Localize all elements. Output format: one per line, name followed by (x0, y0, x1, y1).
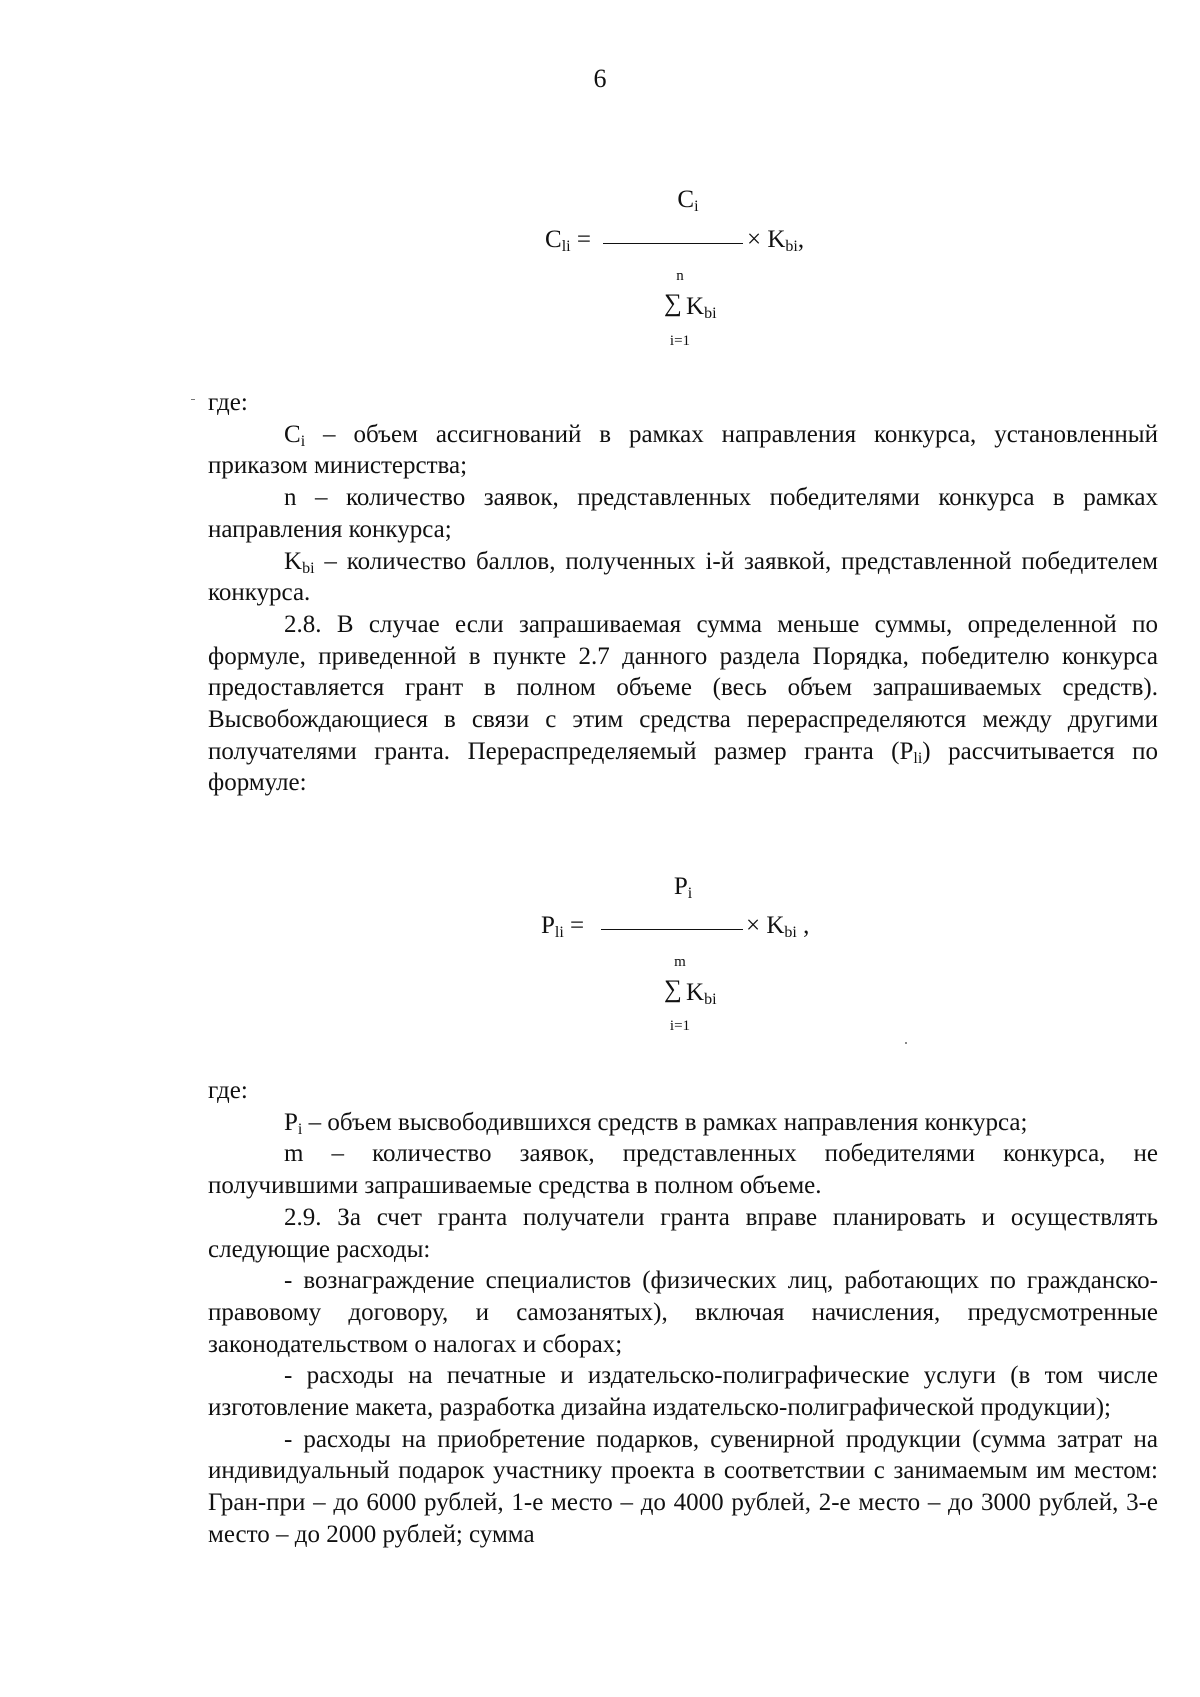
formula-rhs: × $K_{bi}$ , (746, 912, 810, 941)
text-block-1 (208, 387, 1158, 799)
paragraph-2-8: 2.8. В случае если запрашиваемая сумма меньше суммы, определенной по формуле, приведенной в пункте 2.7 данного раздела Порядка, победителю конкурса предоставляется грант в полном объеме (весь объем запрашиваемых средств). Высвобождающиеся в связи с этим средства перераспределяются между другими получателями гранта. Перераспределяемый размер гранта $(P_{li})$ рассчитывается по формуле: (208, 610, 1158, 797)
definition-c: $C_i$ – объем ассигнований в рамках направления конкурса, установленный приказом министерства; (208, 420, 1158, 480)
expense-item: - расходы на приобретение подарков, сувенирной продукции (сумма затрат на индивидуальный подарок участнику проекта в соответствии с занимаемым им местом: Гран-при – до 6000 рублей, 1-е место – до 4000 рублей, 2-е место – до 3000 рублей, 3-е место – до 2000 рублей; сумма (208, 1425, 1158, 1548)
where-label: где: (208, 389, 248, 416)
sum-lower-limit: i=1 (669, 1018, 691, 1034)
definition-p: $P_i$ – объем высвободившихся средств в рамках направления конкурса; (284, 1108, 1028, 1138)
sum-upper-limit: m (674, 954, 686, 970)
sigma-symbol: ∑ (664, 976, 682, 1003)
fraction-bar (601, 929, 743, 930)
sum-term: $K_{bi}$ (686, 979, 717, 1008)
formula-lhs: $C_{li}$ = (545, 226, 591, 255)
formula-rhs: × $K_{bi}$, (747, 226, 805, 255)
scan-mark (191, 399, 195, 400)
expense-item: - вознаграждение специалистов (физических лиц, работающих по гражданско-правовому договору, и самозанятых), включая начисления, предусмотренные законодательством о налогах и сборах; (208, 1267, 1158, 1358)
page-number: 6 (593, 64, 607, 93)
definition-k: $K_{bi}$ – количество баллов, полученных i-й заявкой, представленной победителем конкурса. (208, 547, 1158, 607)
paragraph-2-9: 2.9. За счет гранта получатели гранта вправе планировать и осуществлять следующие расходы: (208, 1203, 1158, 1263)
text-block-2 (208, 1075, 1158, 1551)
definition-m: m – количество заявок, представленных победителями конкурса, не получившими запрашиваемые средства в полном объеме. (208, 1140, 1158, 1200)
sum-term: $K_{bi}$ (686, 293, 717, 322)
sum-lower-limit: i=1 (669, 333, 691, 349)
sigma-symbol: ∑ (664, 290, 682, 317)
expense-item: - расходы на печатные и издательско-полиграфические услуги (в том числе изготовление макета, разработка дизайна издательско-полиграфической продукции); (208, 1362, 1158, 1422)
formula-lhs: $P_{li}$ = (541, 912, 585, 941)
fraction-bar (603, 243, 743, 244)
scan-mark (905, 1042, 907, 1044)
definition-n: n – количество заявок, представленных победителями конкурса в рамках направления конкурса; (208, 484, 1158, 543)
formula-numerator: $C_i$ (677, 186, 699, 215)
sum-upper-limit: n (676, 268, 684, 284)
formula-numerator: $P_i$ (673, 873, 693, 902)
where-label: где: (208, 1077, 248, 1104)
